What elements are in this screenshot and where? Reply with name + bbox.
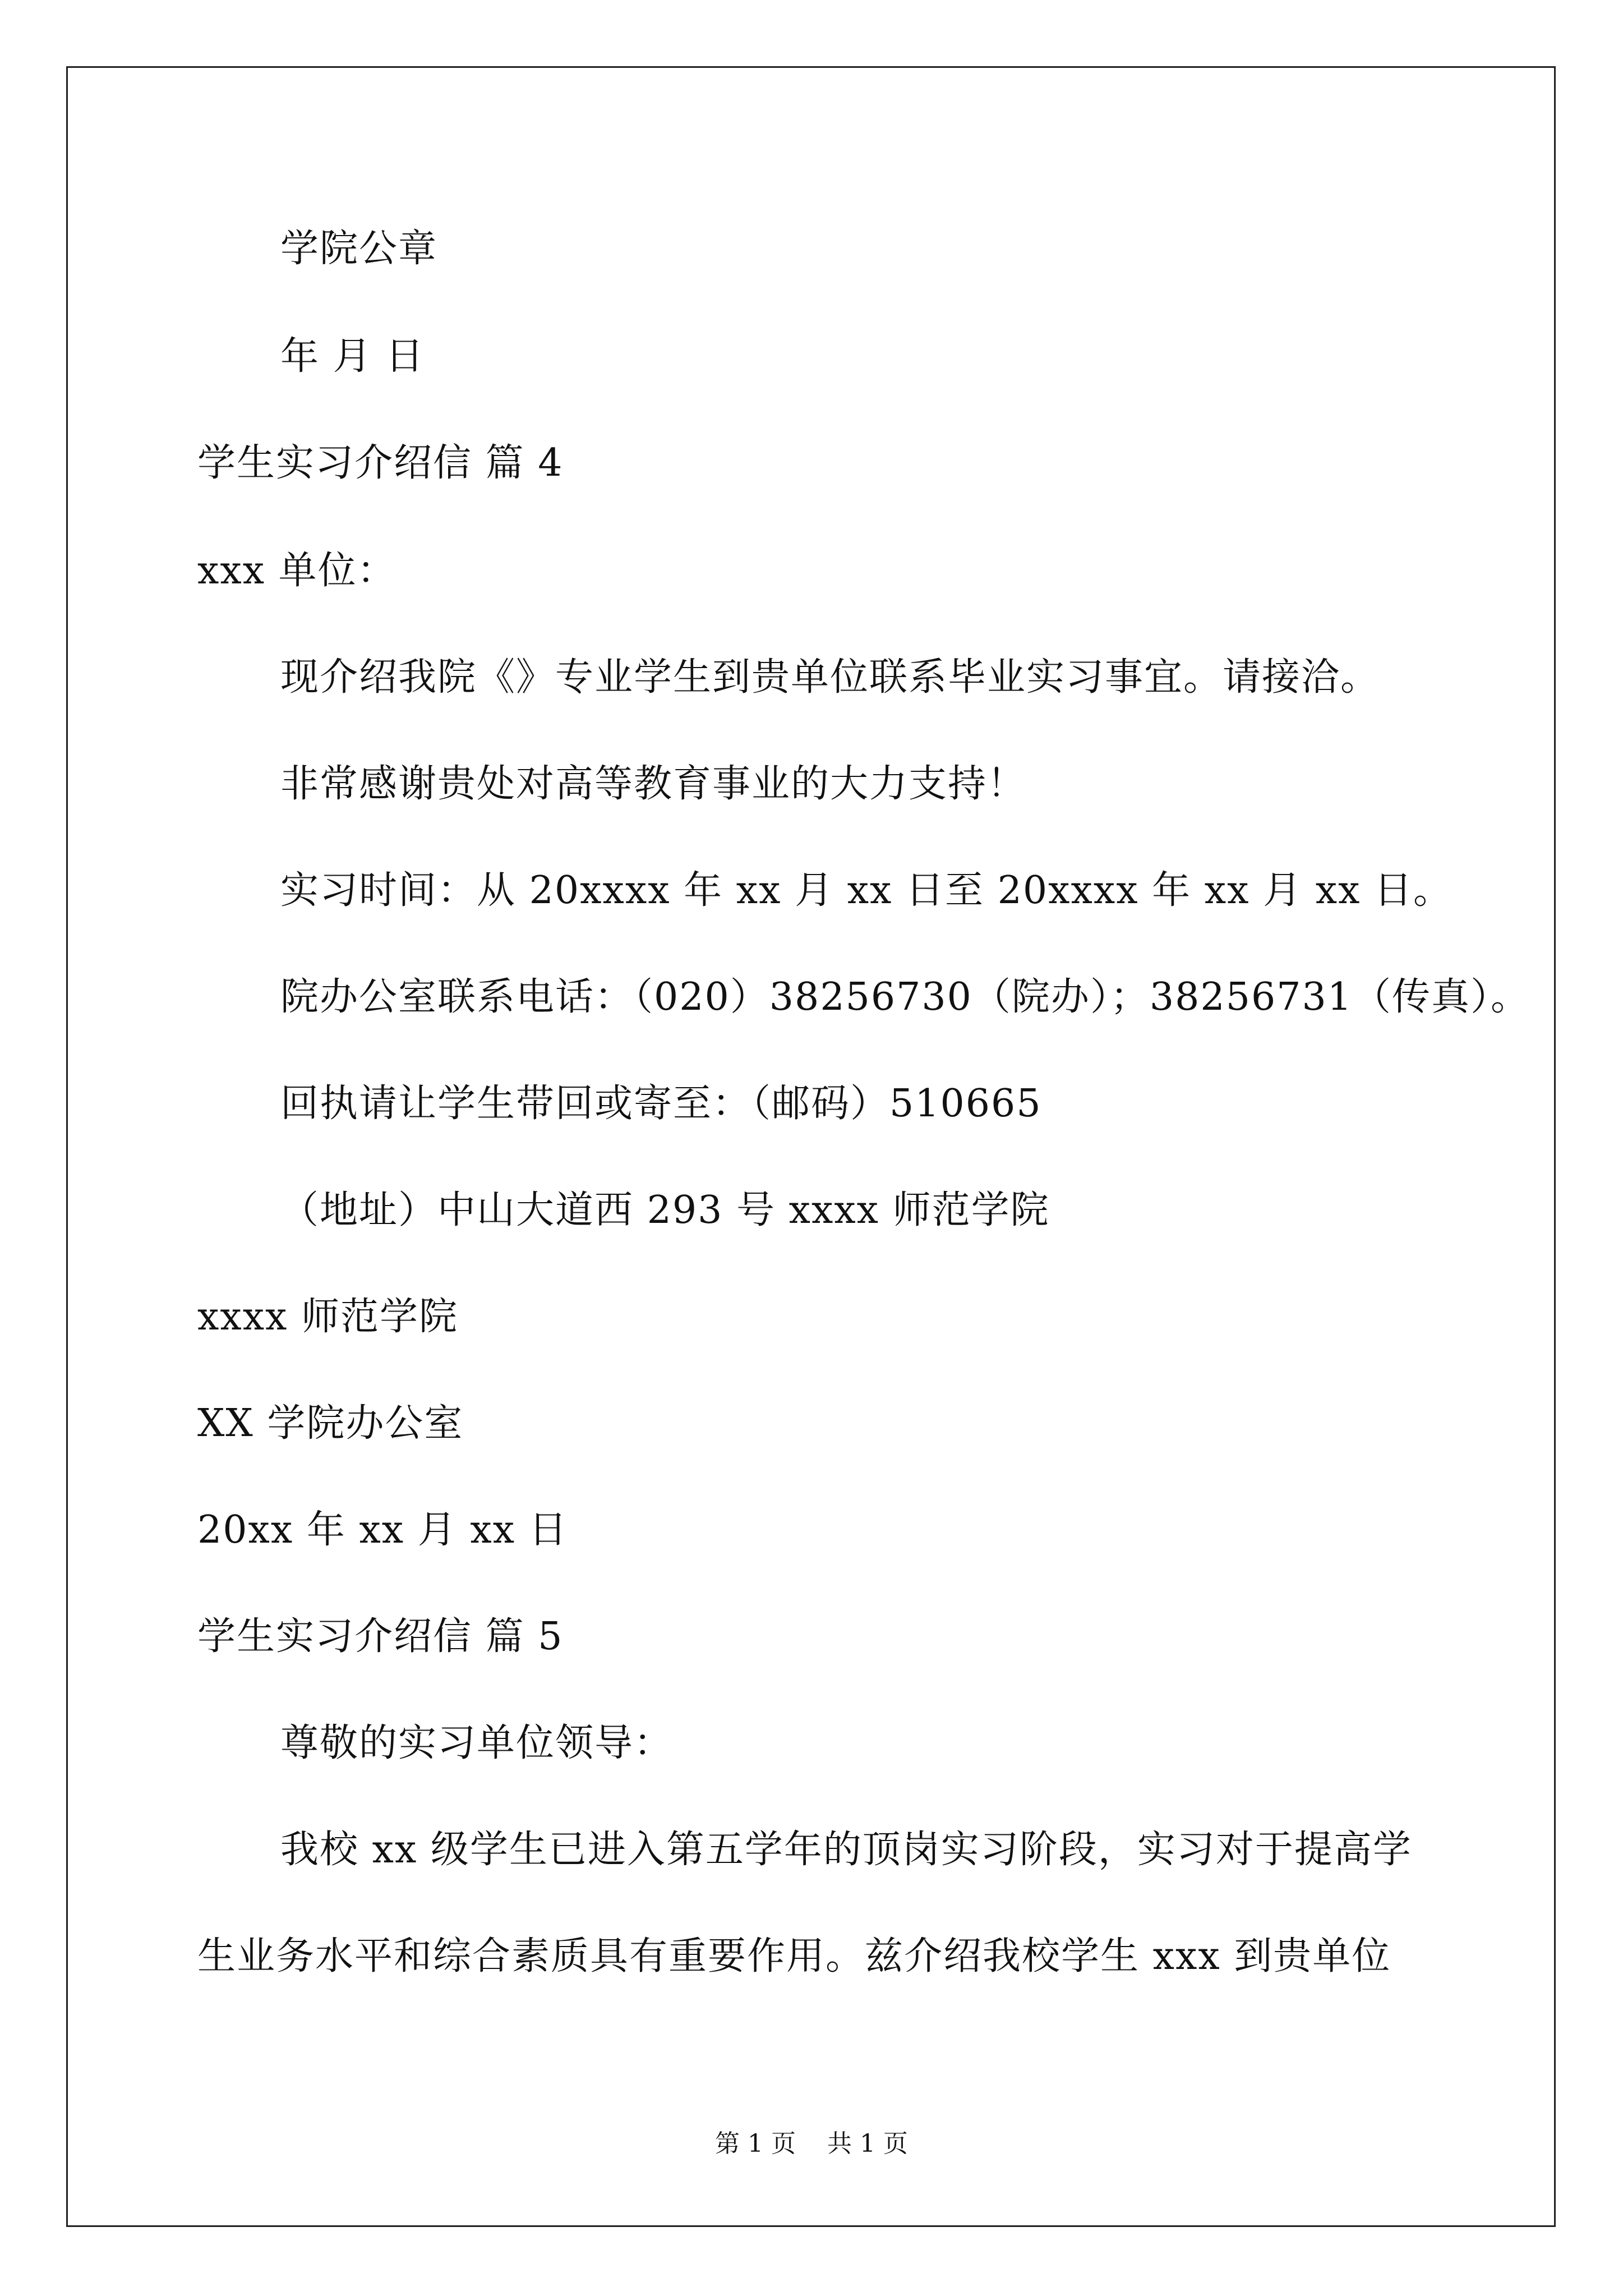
contact-phone: 院办公室联系电话：（020）38256730（院办）；38256731（传真）。	[280, 975, 1530, 1019]
page-border	[66, 66, 1556, 2227]
paragraph: 非常感谢贵处对高等教育事业的大力支持！	[280, 762, 1027, 806]
internship-period: 实习时间：从 20xxxx 年 xx 月 xx 日至 20xxxx 年 xx 月 xx 日。	[280, 868, 1453, 913]
sender-date: 20xx 年 xx 月 xx 日	[197, 1508, 568, 1552]
sender-office: XX 学院办公室	[197, 1401, 464, 1446]
sender-institution: xxxx 师范学院	[197, 1295, 459, 1339]
seal-text: 学院公章	[280, 227, 438, 271]
page-footer: 第 1 页 共 1 页	[715, 2129, 908, 2158]
paragraph: 我校 xx 级学生已进入第五学年的顶岗实习阶段，实习对于提高学	[280, 1828, 1412, 1872]
salutation: 尊敬的实习单位领导：	[280, 1721, 674, 1765]
salutation: xxx 单位：	[197, 549, 396, 593]
paragraph: 生业务水平和综合素质具有重要作用。兹介绍我校学生 xxx 到贵单位	[197, 1934, 1391, 1978]
address: （地址）中山大道西 293 号 xxxx 师范学院	[280, 1188, 1050, 1232]
section-heading-4: 学生实习介绍信 篇 4	[197, 441, 564, 485]
postal-code: 回执请让学生带回或寄至：（邮码）510665	[280, 1082, 1042, 1126]
date-placeholder: 年 月 日	[280, 334, 425, 379]
section-heading-5: 学生实习介绍信 篇 5	[197, 1614, 564, 1659]
paragraph: 现介绍我院《》专业学生到贵单位联系毕业实习事宜。请接洽。	[280, 655, 1380, 700]
